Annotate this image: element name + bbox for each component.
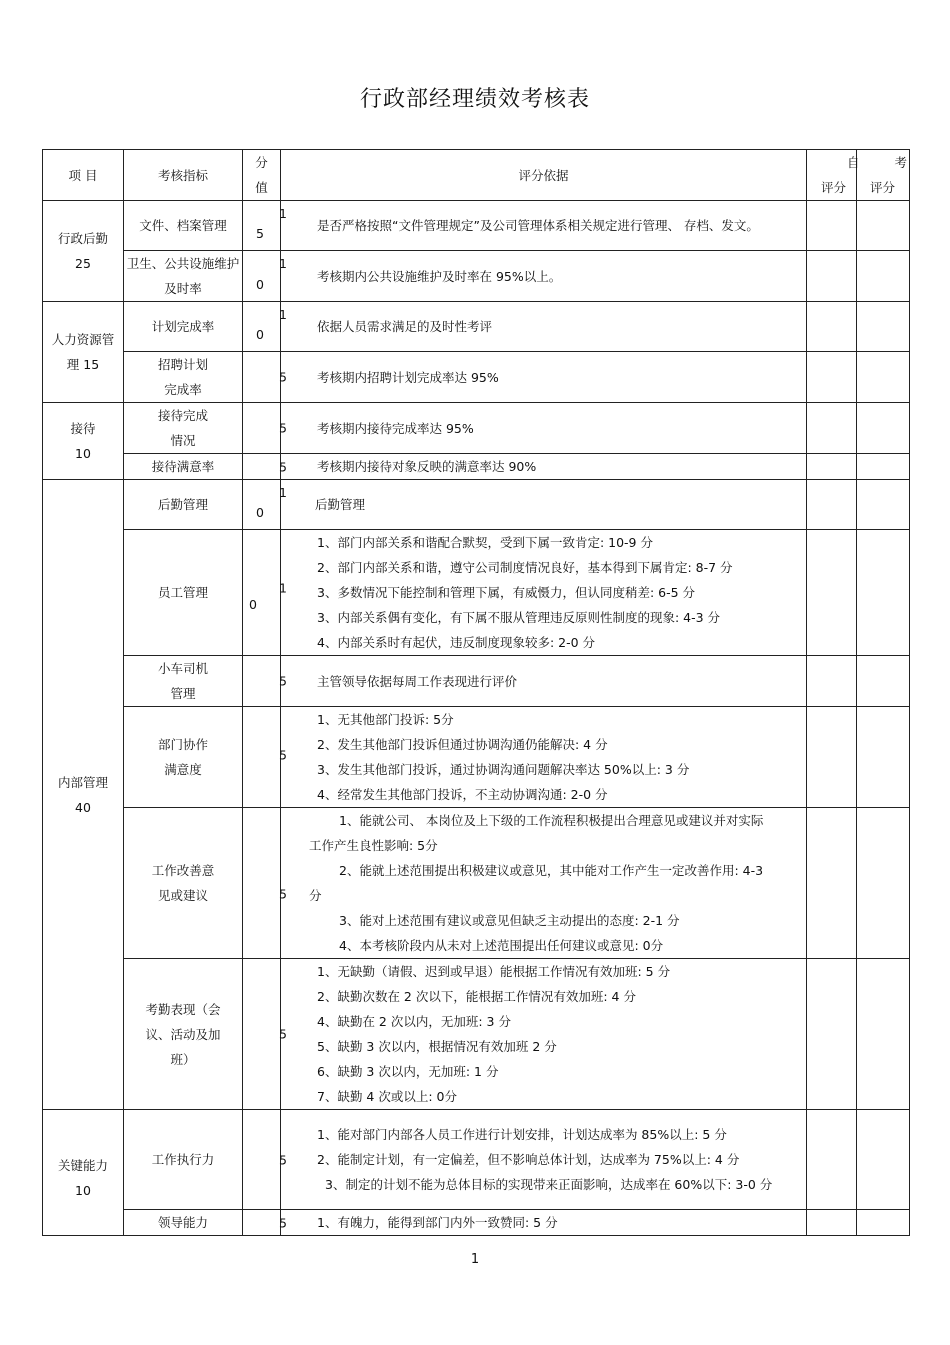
exam-score-cell[interactable] xyxy=(857,403,910,454)
self-score-cell[interactable] xyxy=(807,808,857,959)
score-cell xyxy=(243,454,281,480)
header-score xyxy=(243,150,281,201)
indicator-cell: 招聘计划完成率 xyxy=(124,352,243,403)
indicator-cell: 接待满意率 xyxy=(124,454,243,480)
score-cell: 0 xyxy=(243,251,281,302)
exam-score-cell[interactable] xyxy=(857,707,910,808)
self-score-cell[interactable] xyxy=(807,1210,857,1236)
score-cell: 0 xyxy=(243,530,281,656)
basis-cell: 5 考核期内接待完成率达 95% xyxy=(281,403,807,454)
exam-score-cell[interactable] xyxy=(857,808,910,959)
score-cell xyxy=(243,707,281,808)
indicator-cell: 领导能力 xyxy=(124,1210,243,1236)
self-score-cell[interactable] xyxy=(807,454,857,480)
indicator-cell: 工作执行力 xyxy=(124,1110,243,1210)
exam-score-cell[interactable] xyxy=(857,530,910,656)
group-hr: 人力资源管理 15 xyxy=(43,302,124,403)
exam-score-cell[interactable] xyxy=(857,656,910,707)
group-key: 关键能力 10 xyxy=(43,1110,124,1236)
header-self-b: 评分 xyxy=(821,180,847,195)
basis-cell: 5 1、能就公司、 本岗位及上下级的工作流程积极提出合理意见或建议并对实际工作产生良性影响: 5分 2、能就上述范围提出积极建议或意见，其中能对工作产生一定改善作用: 4-3 分 3、能对上述范围有建议或意见但缺乏主动提出的态度: 2-1 分 4、本考核阶段内从未对上述范围提出任何建议或意见: 0分 xyxy=(281,808,807,959)
exam-score-cell[interactable] xyxy=(857,480,910,530)
header-score-a: 分 xyxy=(255,155,268,170)
header-exam-a: 考 xyxy=(894,155,907,170)
table-row xyxy=(43,530,910,656)
basis-cell: 1 是否严格按照“文件管理规定”及公司管理体系相关规定进行管理、 存档、发文。 xyxy=(281,201,807,251)
header-self xyxy=(807,150,860,201)
basis-cell: 5 考核期内接待对象反映的满意率达 90% xyxy=(281,454,807,480)
indicator-cell: 计划完成率 xyxy=(124,302,243,352)
self-score-cell[interactable] xyxy=(807,352,857,403)
exam-score-cell[interactable] xyxy=(857,1210,910,1236)
table-row xyxy=(43,480,910,530)
indicator-cell: 后勤管理 xyxy=(124,480,243,530)
basis-cell: 1 1、部门内部关系和谐配合默契，受到下属一致肯定: 10-9 分 2、部门内部关系和谐，遵守公司制度情况良好，基本得到下属肯定: 8-7 分 3、多数情况下能控制和管理下属，有威慑力，但认同度稍差: 6-5 分 3、内部关系偶有变化，有下属不服从管理违反原则性制度的现象: 4-3 分 4、内部关系时有起伏，违反制度现象较多: 2-0 分 xyxy=(281,530,807,656)
group-admin: 行政后勤 25 xyxy=(43,201,124,302)
exam-score-cell[interactable] xyxy=(857,454,910,480)
table-row xyxy=(43,808,910,959)
header-indicator: 考核指标 xyxy=(124,150,243,201)
header-exam xyxy=(857,150,910,201)
indicator-cell: 文件、档案管理 xyxy=(124,201,243,251)
score-cell xyxy=(243,1110,281,1210)
self-score-cell[interactable] xyxy=(807,959,857,1110)
self-score-cell[interactable] xyxy=(807,251,857,302)
basis-cell: 5 1、无缺勤（请假、迟到或早退）能根据工作情况有效加班: 5 分 2、缺勤次数在 2 次以下，能根据工作情况有效加班: 4 分 4、缺勤在 2 次以内，无加班: 3 分 5、缺勤 3 次以内，根据情况有效加班 2 分 6、缺勤 3 次以内，无加班: 1 分 7、缺勤 4 次或以上: 0分 xyxy=(281,959,807,1110)
indicator-cell: 部门协作满意度 xyxy=(124,707,243,808)
score-cell xyxy=(243,352,281,403)
basis-cell: 5 考核期内招聘计划完成率达 95% xyxy=(281,352,807,403)
basis-cell: 1 考核期内公共设施维护及时率在 95%以上。 xyxy=(281,251,807,302)
table-row xyxy=(43,251,910,302)
score-cell: 5 xyxy=(243,201,281,251)
indicator-cell: 工作改善意见或建议 xyxy=(124,808,243,959)
header-exam-b: 评分 xyxy=(870,180,896,195)
exam-score-cell[interactable] xyxy=(857,352,910,403)
self-score-cell[interactable] xyxy=(807,707,857,808)
self-score-cell[interactable] xyxy=(807,1110,857,1210)
score-cell: 0 xyxy=(243,302,281,352)
table-header-row xyxy=(43,150,910,201)
group-internal: 内部管理 40 xyxy=(43,480,124,1110)
score-cell: 0 xyxy=(243,480,281,530)
self-score-cell[interactable] xyxy=(807,201,857,251)
exam-score-cell[interactable] xyxy=(857,201,910,251)
basis-cell: 1 后勤管理 xyxy=(281,480,807,530)
table-row xyxy=(43,1110,910,1210)
page-number: 1 xyxy=(470,1252,480,1267)
basis-cell: 5 主管领导依据每周工作表现进行评价 xyxy=(281,656,807,707)
table-row xyxy=(43,1210,910,1236)
exam-score-cell[interactable] xyxy=(857,302,910,352)
exam-score-cell[interactable] xyxy=(857,1110,910,1210)
self-score-cell[interactable] xyxy=(807,403,857,454)
table-row xyxy=(43,454,910,480)
assessment-table xyxy=(42,149,910,1236)
header-score-b: 值 xyxy=(255,180,268,195)
indicator-cell: 考勤表现（会议、活动及加班） xyxy=(124,959,243,1110)
basis-cell: 5 1、能对部门内部各人员工作进行计划安排，计划达成率为 85%以上: 5 分 2、能制定计划，有一定偏差，但不影响总体计划，达成率为 75%以上: 4 分 3、制定的计划不能为总体目标的实现带来正面影响，达成率在 60%以下: 3-0 分 xyxy=(281,1110,807,1210)
group-reception: 接待 10 xyxy=(43,403,124,480)
table-row xyxy=(43,302,910,352)
exam-score-cell[interactable] xyxy=(857,251,910,302)
basis-cell: 5 1、无其他部门投诉: 5分 2、发生其他部门投诉但通过协调沟通仍能解决: 4 分 3、发生其他部门投诉，通过协调沟通问题解决率达 50%以上: 3 分 4、经常发生其他部门投诉，不主动协调沟通: 2-0 分 xyxy=(281,707,807,808)
score-cell xyxy=(243,959,281,1110)
exam-score-cell[interactable] xyxy=(857,959,910,1110)
indicator-cell: 接待完成情况 xyxy=(124,403,243,454)
self-score-cell[interactable] xyxy=(807,302,857,352)
basis-cell: 1 依据人员需求满足的及时性考评 xyxy=(281,302,807,352)
score-cell xyxy=(243,403,281,454)
table-row xyxy=(43,201,910,251)
self-score-cell[interactable] xyxy=(807,656,857,707)
self-score-cell[interactable] xyxy=(807,530,857,656)
table-row xyxy=(43,403,910,454)
indicator-cell: 员工管理 xyxy=(124,530,243,656)
table-row xyxy=(43,352,910,403)
table-row xyxy=(43,707,910,808)
page-title: 行政部经理绩效考核表 xyxy=(359,87,590,112)
table-row xyxy=(43,656,910,707)
score-cell xyxy=(243,808,281,959)
self-score-cell[interactable] xyxy=(807,480,857,530)
header-self-a: 自 xyxy=(847,155,860,170)
indicator-cell: 卫生、公共设施维护及时率 xyxy=(124,251,243,302)
score-cell xyxy=(243,656,281,707)
header-basis: 评分依据 xyxy=(281,150,807,201)
indicator-cell: 小车司机管理 xyxy=(124,656,243,707)
table-row xyxy=(43,959,910,1110)
score-cell xyxy=(243,1210,281,1236)
header-item: 项 目 xyxy=(43,150,124,201)
basis-cell: 5 1、有魄力，能得到部门内外一致赞同: 5 分 xyxy=(281,1210,807,1236)
